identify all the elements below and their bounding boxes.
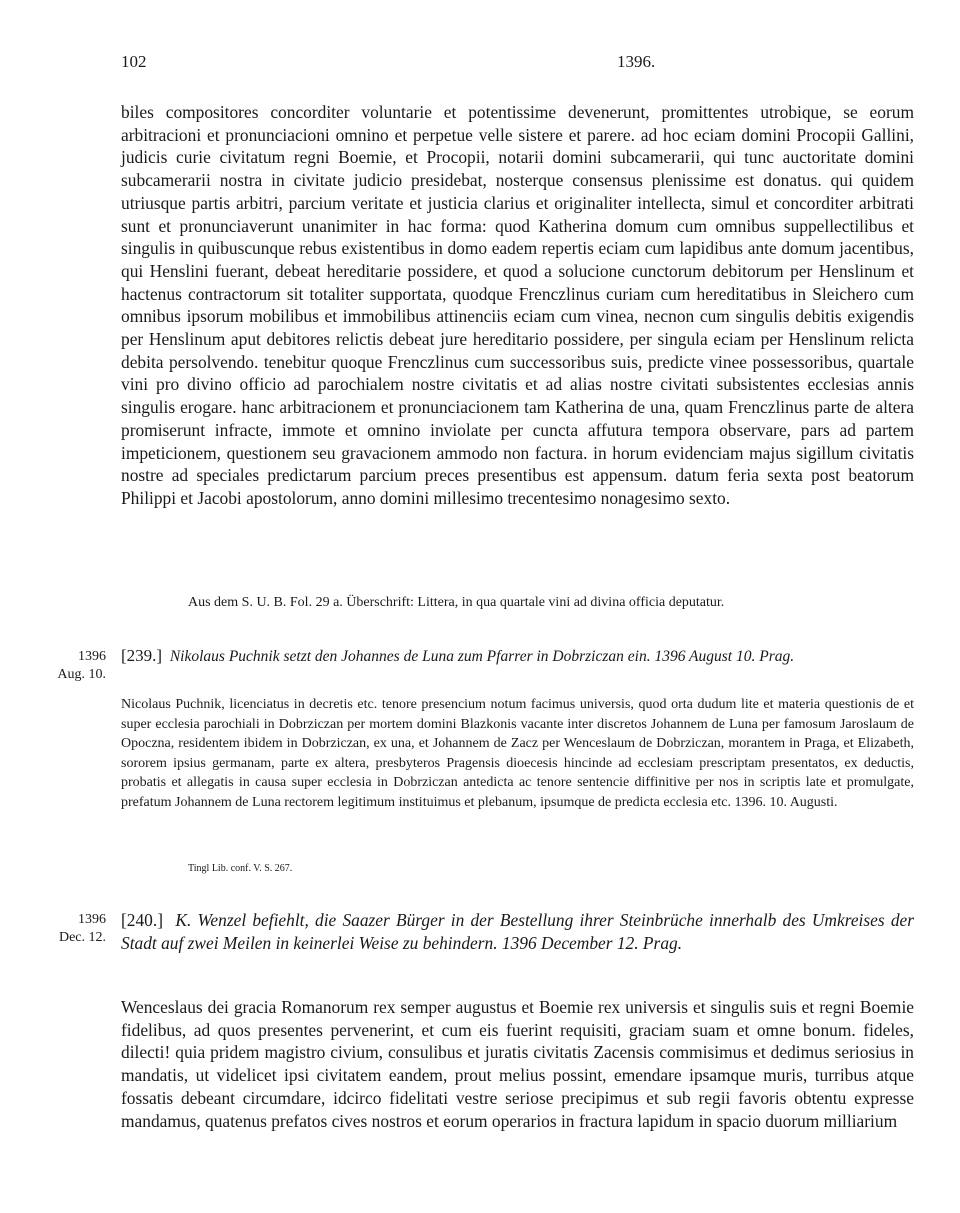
running-header-year: 1396. bbox=[617, 52, 656, 71]
margin-date-239 bbox=[44, 648, 106, 684]
margin-year: 1396 bbox=[78, 649, 106, 664]
document-number: [240.] bbox=[121, 910, 164, 930]
margin-date-240 bbox=[44, 911, 106, 947]
source-note-239: Tingl Lib. conf. V. S. 267. bbox=[188, 863, 293, 874]
margin-day: Dec. 12. bbox=[58, 930, 106, 945]
document-paragraph: Wenceslaus dei gracia Romanorum rex semper augustus et Boemie rex universis et singulis suis et regni Boemie fidelibus, ad quos presentes pervenerint, et cum eis fuerint requisiti, graciam suam et omne bonum. fideles, dilecti! quia pridem magistro civium, consulibus et juratis civitatis Zacensis commisimus et dedimus seriosius in mandatis, ut videlicet ipsi civitatem eandem, prout melius possint, emendare ipsamque muris, turribus atque fossatis debeant circumdare, idcirco fidelitati vestre seriose precipimus et sub regii favoris obtentu expresse mandamus, quatenus prefatos cives nostros et eorum operarios in fractura lapidum in spacio duorum milliarium bbox=[121, 997, 914, 1131]
continued-document-text bbox=[121, 101, 914, 510]
margin-year: 1396 bbox=[78, 912, 106, 927]
continued-paragraph: biles compositores concorditer voluntarie et potentissime devenerunt, promittentes utrobique, se eorum arbitracioni et pronunciacioni omnino et perpetue velle sistere et parere. ad hoc eciam domini Procopii Gallini, judicis curie civitatum regni Boemie, et Procopii, notarii domini subcamerarii, qui tunc auctoritate domini subcamerarii nostra in civitate judicio presidebat, nosterque consensus plenissime est donatus. qui quidem utriusque partis arbitri, parcium veritate et justicia clarius et originaliter intellecta, simul et concorditer arbitrati sunt et pronunciaverunt unanimiter in hac forma: quod Katherina domum cum omnibus suppellectilibus et singulis in quibuscunque rebus existentibus in domo eadem repertis eciam cum lapidibus ante domum jacentibus, qui Henslini fuerant, debeat hereditarie possidere, et quod a solucione cunctorum debitorum per Henslinum et hactenus contractorum sit totaliter supportata, quodque Frenczlinus curiam cum hereditatibus in Sleichero cum omnibus ipsorum mobilibus et immobilibus attinenciis eciam cum vinea, necnon cum singulis debitis exigendis per Henslinum aput debitores relictis debeat jure hereditario possidere, per singula eciam per Henslinum relicta debita persolvendo. tenebitur quoque Frenczlinus cum successoribus suis, predicte vinee possessoribus, quartale vini pro divino officio ad parochialem nostre civitatis et ad alias nostre civitati subsistentes ecclesias annis singulis erogare. hanc arbitracionem et pronunciacionem tam Katherina de una, quam Frenczlinus parte de altera promiserunt infracte, immote et omnino inviolate per cuncta affutura tempora observare, pars ad partem impeticionem, questionem seu gravacionem ammodo non factura. in horum evidenciam majus sigillum civitatis nostre ad speciales predictarum parcium preces presentibus est appensum. datum feria sexta post beatorum Philippi et Jacobi apostolorum, anno domini millesimo trecentesimo nonagesimo sexto. bbox=[121, 102, 914, 508]
document-regest: K. Wenzel befiehlt, die Saazer Bürger in der Bestellung ihrer Steinbrüche innerhalb des Umkreises der Stadt auf zwei Meilen in keinerlei Weise zu behindern. 1396 December 12. Prag. bbox=[121, 910, 914, 953]
running-header bbox=[121, 52, 911, 76]
document-heading-240 bbox=[121, 909, 914, 955]
document-paragraph: Nicolaus Puchnik, licenciatus in decretis etc. tenore presencium notum facimus universis, quod orta dudum lite et materia questionis de et super ecclesia parochiali in Dobrziczan per mortem domini Blazkonis vacante inter discretos Johannem de Luna per famosum Jaroslaum de Opoczna, residentem ibidem in Dobrziczan, ex una, et Johannem de Zacz per Wenceslaum de Dobrziczan, morantem in Praga, et Elizabeth, sororem ipsius germanam, parte ex altera, presbyteros Pragensis dioecesis hincinde ad ecclesiam prescriptam presentatos, ex deductis, probatis et allegatis in causa super ecclesia in Dobrziczan antedicta ac tenore sentencie diffinitive per nos in scriptis late et promulgate, prefatum Johannem de Luna rectorem legitimum instituimus et plebanum, ipsumque de predicta ecclesia etc. 1396. 10. Augusti. bbox=[121, 697, 914, 810]
document-heading-239 bbox=[121, 645, 914, 668]
document-text-239 bbox=[121, 695, 914, 812]
document-regest: Nikolaus Puchnik setzt den Johannes de Luna zum Pfarrer in Dobrziczan ein. 1396 August 10. Prag. bbox=[169, 648, 795, 665]
source-note: Aus dem S. U. B. Fol. 29 a. Überschrift: Littera, in qua quartale vini ad divina officia deputatur. bbox=[188, 595, 725, 610]
page-number: 102 bbox=[121, 52, 147, 71]
document-text-240 bbox=[121, 996, 914, 1132]
document-number: [239.] bbox=[121, 646, 163, 665]
margin-day: Aug. 10. bbox=[57, 667, 106, 682]
